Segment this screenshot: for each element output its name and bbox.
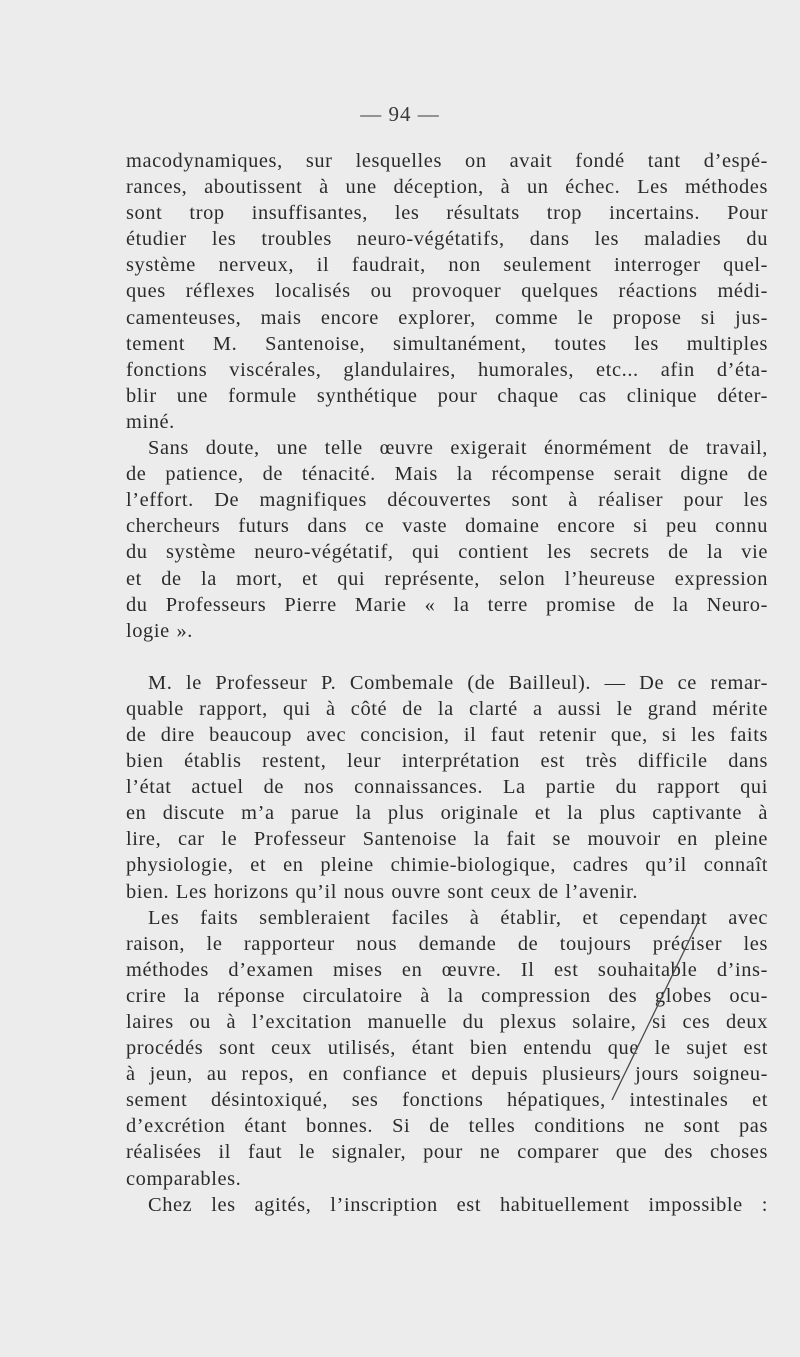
text-line: méthodes d’examen mises en œuvre. Il est souhaitable d’ins- [126,958,768,981]
paragraph-4 [126,905,768,1192]
text-line: logie ». [126,619,193,642]
text-line: comparables. [126,1167,242,1190]
text-line: sont trop insuffisantes, les résultats trop incertains. Pour [126,202,768,225]
text-line: raison, le rapporteur nous demande de toujours préciser les [126,932,768,955]
text-line: l’effort. De magnifiques découvertes sont à réaliser pour les [126,489,768,512]
paragraph-3 [126,670,768,905]
text-line: du système neuro-végétatif, qui contient les secrets de la vie [126,541,768,564]
body-text [126,148,768,1218]
text-line: quable rapport, qui à côté de la clarté a aussi le grand mérite [126,697,768,720]
text-line: physiologie, et en pleine chimie-biologique, cadres qu’il connaît [126,854,768,877]
text-line: système nerveux, il faudrait, non seulement interroger quel- [126,254,768,277]
text-line: bien. Les horizons qu’il nous ouvre sont ceux de l’avenir. [126,880,639,903]
text-line: Chez les agités, l’inscription est habituellement impossible : [148,1193,768,1216]
text-line: M. le Professeur P. Combemale (de Bailleul). — De ce remar- [148,671,768,694]
text-line: chercheurs futurs dans ce vaste domaine encore si peu connu [126,515,768,538]
text-line: étudier les troubles neuro-végétatifs, dans les maladies du [126,228,768,251]
paragraph-5 [126,1192,768,1218]
text-line: Les faits sembleraient faciles à établir, et cependant avec [148,906,768,929]
text-line: ques réflexes localisés ou provoquer quelques réactions médi- [126,280,768,303]
text-line: blir une formule synthétique pour chaque cas clinique déter- [126,384,768,407]
text-line: bien établis restent, leur interprétation est très difficile dans [126,750,768,773]
text-line: fonctions viscérales, glandulaires, humorales, etc... afin d’éta- [126,358,768,381]
text-line: réalisées il faut le signaler, pour ne comparer que des choses [126,1141,768,1164]
paragraph-2 [126,435,768,644]
text-line: macodynamiques, sur lesquelles on avait fondé tant d’espé- [126,150,768,172]
text-line: laires ou à l’excitation manuelle du plexus solaire, si ces deux [126,1011,768,1033]
text-line: de dire beaucoup avec concision, il faut retenir que, si les faits [126,723,768,746]
text-line: miné. [126,410,175,433]
text-line: crire la réponse circulatoire à la compression des globes ocu- [126,984,768,1007]
paragraph-1 [126,148,768,435]
text-line: Sans doute, une telle œuvre exigerait énormément de travail, [148,437,768,460]
text-line: lire, car le Professeur Santenoise la fait se mouvoir en pleine [126,828,768,851]
text-line: d’excrétion étant bonnes. Si de telles conditions ne sont pas [126,1115,768,1138]
text-line: tement M. Santenoise, simultanément, toutes les multiples [126,332,768,355]
page-number: — 94 — [360,102,440,126]
text-line: rances, aboutissent à une déception, à un échec. Les méthodes [126,176,768,199]
text-line: sement désintoxiqué, ses fonctions hépatiques, intestinales et [126,1089,768,1112]
text-line: du Professeurs Pierre Marie « la terre promise de la Neuro- [126,593,768,616]
text-line: en discute m’a parue la plus originale et la plus captivante à [126,802,768,825]
section-gap [126,644,768,670]
text-line: et de la mort, et qui représente, selon l’heureuse expression [126,567,768,590]
text-line: à jeun, au repos, en confiance et depuis plusieurs jours soigneu- [126,1063,768,1086]
text-line: camenteuses, mais encore explorer, comme le propose si jus- [126,306,768,329]
text-line: procédés sont ceux utilisés, étant bien entendu que le sujet est [126,1037,768,1060]
text-line: de patience, de ténacité. Mais la récompense serait digne de [126,463,768,486]
text-line: l’état actuel de nos connaissances. La partie du rapport qui [126,776,768,799]
